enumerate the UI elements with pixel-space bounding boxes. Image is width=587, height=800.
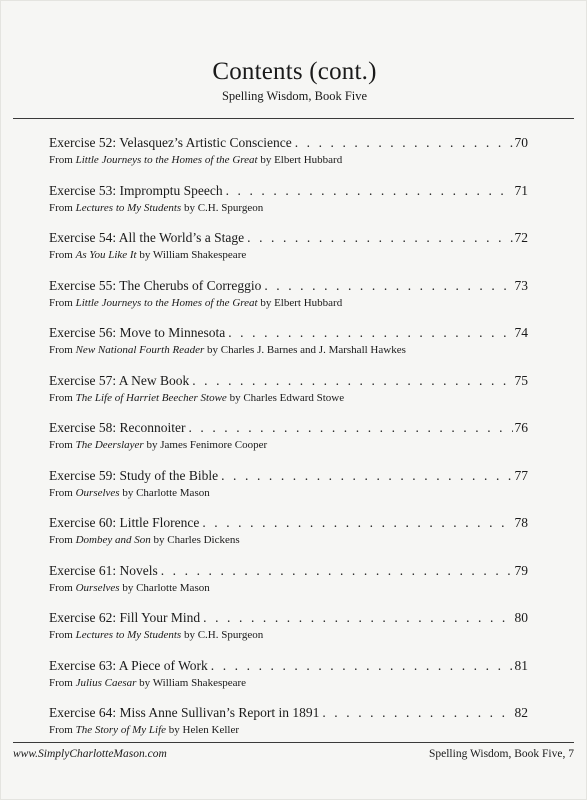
entry-heading-line bbox=[49, 562, 528, 580]
contents-entry bbox=[49, 609, 528, 657]
source-author: by C.H. Spurgeon bbox=[183, 201, 264, 214]
entry-heading-line bbox=[49, 229, 528, 247]
source-work-title: Dombey and Son bbox=[75, 534, 151, 546]
page-header bbox=[1, 57, 587, 104]
entry-page-number: 78 bbox=[514, 515, 528, 530]
entry-heading-line bbox=[49, 419, 528, 437]
contents-entry bbox=[49, 514, 528, 562]
dot-leader bbox=[295, 134, 513, 152]
entry-title: Exercise 54: All the World’s a Stage bbox=[49, 230, 245, 245]
source-work-title: Little Journeys to the Homes of the Great bbox=[75, 154, 258, 166]
source-author: by James Fenimore Cooper bbox=[146, 439, 268, 451]
entry-title: Exercise 62: Fill Your Mind bbox=[49, 610, 201, 625]
source-from: From bbox=[49, 201, 73, 214]
source-author: by Elbert Hubbard bbox=[260, 296, 343, 309]
footer-page-label: Spelling Wisdom, Book Five, 7 bbox=[428, 748, 574, 760]
entry-page-number: 80 bbox=[514, 610, 528, 625]
entry-title: Exercise 61: Novels bbox=[49, 562, 158, 578]
dot-leader bbox=[202, 514, 512, 532]
entry-page-number: 77 bbox=[514, 467, 528, 483]
source-work-title: Ourselves bbox=[75, 486, 120, 499]
source-from: From bbox=[49, 391, 73, 404]
entry-source bbox=[49, 248, 528, 262]
source-author: by Helen Keller bbox=[168, 724, 240, 736]
source-work-title: The Life of Harriet Beecher Stowe bbox=[75, 391, 227, 404]
entry-title: Exercise 57: A New Book bbox=[49, 372, 190, 388]
header-divider bbox=[13, 118, 574, 119]
source-from: From bbox=[49, 581, 73, 594]
source-author: by Charles Dickens bbox=[153, 534, 240, 546]
contents-entry bbox=[49, 372, 528, 420]
source-work-title: New National Fourth Reader bbox=[75, 344, 205, 356]
entry-heading-line bbox=[49, 134, 528, 152]
dot-leader bbox=[203, 609, 512, 627]
dot-leader bbox=[322, 704, 512, 722]
entry-page-number: 76 bbox=[514, 420, 528, 435]
entry-page-number: 82 bbox=[514, 705, 528, 720]
source-author: by C.H. Spurgeon bbox=[183, 629, 264, 641]
contents-entry bbox=[49, 419, 528, 467]
contents-entry bbox=[49, 562, 528, 610]
entry-source bbox=[49, 201, 528, 215]
entry-heading-line bbox=[49, 609, 528, 627]
source-work-title: As You Like It bbox=[75, 249, 137, 261]
source-from: From bbox=[49, 296, 73, 309]
entry-source bbox=[49, 676, 528, 690]
source-from: From bbox=[49, 534, 73, 546]
entry-heading-line bbox=[49, 372, 528, 390]
footer-website: www.SimplyCharlotteMason.com bbox=[13, 748, 167, 760]
source-work-title: Julius Caesar bbox=[75, 676, 137, 689]
entry-heading-line bbox=[49, 657, 528, 675]
contents-entry bbox=[49, 657, 528, 705]
entry-source bbox=[49, 438, 528, 452]
entry-source bbox=[49, 533, 528, 547]
page-title: Contents (cont.) bbox=[212, 58, 377, 85]
entry-heading-line bbox=[49, 704, 528, 722]
entry-page-number: 75 bbox=[514, 372, 528, 388]
entry-title: Exercise 60: Little Florence bbox=[49, 515, 200, 530]
dot-leader bbox=[228, 324, 512, 342]
entry-source bbox=[49, 391, 528, 405]
source-from: From bbox=[49, 486, 73, 499]
contents-entry bbox=[49, 229, 528, 277]
entry-heading-line bbox=[49, 324, 528, 342]
dot-leader bbox=[264, 277, 512, 295]
entry-heading-line bbox=[49, 514, 528, 532]
entry-source bbox=[49, 581, 528, 595]
entry-heading-line bbox=[49, 277, 528, 295]
source-work-title: Little Journeys to the Homes of the Great bbox=[75, 296, 258, 309]
entry-heading-line bbox=[49, 182, 528, 200]
source-author: by William Shakespeare bbox=[139, 676, 247, 689]
footer-divider bbox=[13, 742, 574, 743]
dot-leader bbox=[221, 467, 512, 485]
source-work-title: The Story of My Life bbox=[75, 724, 167, 736]
source-from: From bbox=[49, 154, 73, 166]
entry-title: Exercise 55: The Cherubs of Correggio bbox=[49, 277, 262, 293]
entry-source bbox=[49, 723, 528, 737]
source-author: by Elbert Hubbard bbox=[260, 154, 343, 166]
entry-title: Exercise 58: Reconnoiter bbox=[49, 420, 186, 435]
source-author: by William Shakespeare bbox=[139, 249, 247, 261]
dot-leader bbox=[226, 182, 513, 200]
entry-title: Exercise 63: A Piece of Work bbox=[49, 657, 208, 673]
source-work-title: Lectures to My Students bbox=[75, 201, 182, 214]
entry-title: Exercise 56: Move to Minnesota bbox=[49, 325, 226, 340]
source-author: by Charles Edward Stowe bbox=[229, 391, 345, 404]
entry-title: Exercise 59: Study of the Bible bbox=[49, 467, 219, 483]
entry-page-number: 73 bbox=[514, 277, 528, 293]
contents-entry bbox=[49, 704, 528, 752]
entry-title: Exercise 64: Miss Anne Sullivan’s Report in 1891 bbox=[49, 705, 320, 720]
source-work-title: Lectures to My Students bbox=[75, 629, 182, 641]
contents-entry bbox=[49, 182, 528, 230]
contents-entry bbox=[49, 134, 528, 182]
source-from: From bbox=[49, 249, 73, 261]
entry-source bbox=[49, 628, 528, 642]
source-work-title: The Deerslayer bbox=[75, 439, 144, 451]
dot-leader bbox=[247, 229, 512, 247]
dot-leader bbox=[188, 419, 512, 437]
source-from: From bbox=[49, 344, 73, 356]
dot-leader bbox=[211, 657, 513, 675]
source-from: From bbox=[49, 439, 73, 451]
source-from: From bbox=[49, 676, 73, 689]
contents-entry bbox=[49, 467, 528, 515]
entry-page-number: 79 bbox=[514, 562, 528, 578]
dot-leader bbox=[192, 372, 512, 390]
page-footer bbox=[13, 747, 574, 761]
entry-source bbox=[49, 296, 528, 310]
contents-list bbox=[49, 134, 528, 752]
entry-page-number: 71 bbox=[514, 182, 528, 198]
source-from: From bbox=[49, 724, 73, 736]
source-work-title: Ourselves bbox=[75, 581, 120, 594]
source-from: From bbox=[49, 629, 73, 641]
entry-page-number: 70 bbox=[514, 135, 528, 150]
entry-source bbox=[49, 153, 528, 167]
dot-leader bbox=[161, 562, 513, 580]
entry-title: Exercise 52: Velasquez’s Artistic Conscience bbox=[49, 135, 292, 150]
entry-source bbox=[49, 343, 528, 357]
entry-page-number: 81 bbox=[514, 657, 528, 673]
entry-title: Exercise 53: Impromptu Speech bbox=[49, 182, 223, 198]
source-author: by Charlotte Mason bbox=[122, 486, 210, 499]
source-author: by Charles J. Barnes and J. Marshall Hawkes bbox=[206, 344, 406, 356]
page-subtitle: Spelling Wisdom, Book Five bbox=[221, 89, 368, 103]
contents-entry bbox=[49, 324, 528, 372]
entry-page-number: 72 bbox=[514, 230, 528, 245]
entry-page-number: 74 bbox=[514, 325, 528, 340]
entry-source bbox=[49, 486, 528, 500]
entry-heading-line bbox=[49, 467, 528, 485]
source-author: by Charlotte Mason bbox=[122, 581, 210, 594]
contents-entry bbox=[49, 277, 528, 325]
